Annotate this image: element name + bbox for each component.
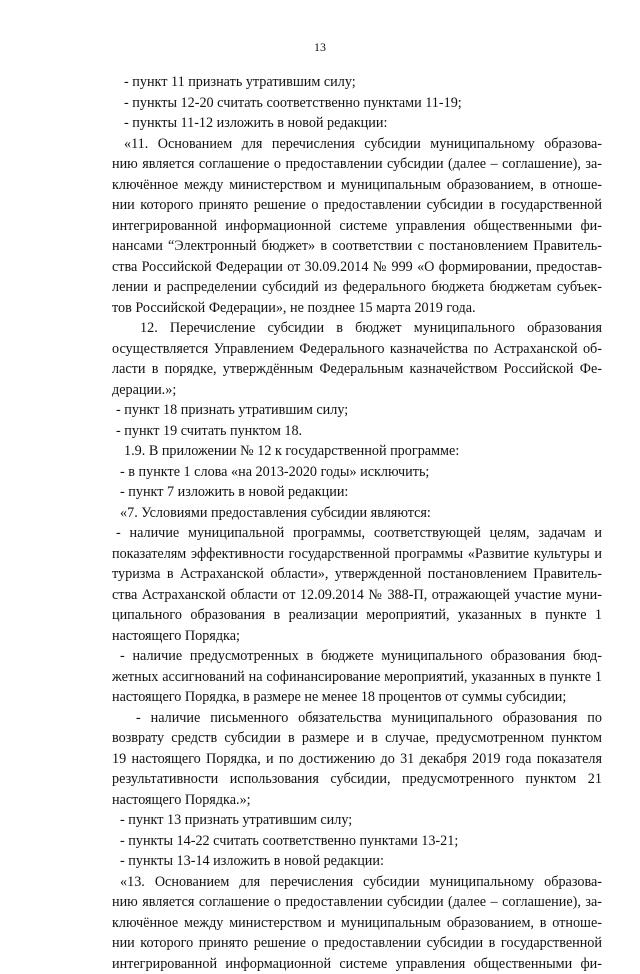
text-line: ключённое между министерством и муниципальным образованием, в отноше- [112,913,602,934]
text-line: нию является соглашение о предоставлении субсидии (далее – соглашение), за- [112,154,602,175]
text-line: лении и распределении субсидий из федерального бюджета бюджетам субъек- [112,277,602,298]
text-line: - пункты 12-20 считать соответственно пунктами 11-19; [112,93,602,114]
text-line: «11. Основанием для перечисления субсидии муниципальному образова- [112,134,602,155]
text-line: - наличие муниципальной программы, соответствующей целям, задачам и [112,523,602,544]
text-line: настоящего Порядка; [112,626,602,647]
text-line: 12. Перечисление субсидии в бюджет муниципального образования [112,318,602,339]
text-line: - пункт 19 считать пунктом 18. [112,421,602,442]
text-line: показателям эффективности государственной программы «Развитие культуры и [112,544,602,565]
text-line: 19 настоящего Порядка, и по достижению до 31 декабря 2019 года показателя [112,749,602,770]
text-line: тов Российской Федерации», не позднее 15 марта 2019 года. [112,298,602,319]
text-line: настоящего Порядка.»; [112,790,602,811]
text-line: «7. Условиями предоставления субсидии являются: [112,503,602,524]
document-body [112,72,602,974]
text-line: ципального образования в реализации мероприятий, указанных в пункте 1 [112,605,602,626]
text-line: - пункты 11-12 изложить в новой редакции: [112,113,602,134]
text-line: - пункт 11 признать утратившим силу; [112,72,602,93]
text-line: жетных ассигнований на софинансирование мероприятий, указанных в пункте 1 [112,667,602,688]
text-line: ства Астраханской области от 12.09.2014 № 388-П, отражающей участие муни- [112,585,602,606]
text-line: - пункты 14-22 считать соответственно пунктами 13-21; [112,831,602,852]
text-line: результативности использования субсидии, предусмотренного пунктом 21 [112,769,602,790]
text-line: интегрированной информационной системе управления общественными фи- [112,954,602,974]
text-line: 1.9. В приложении № 12 к государственной программе: [112,441,602,462]
text-line: - пункт 13 признать утратившим силу; [112,810,602,831]
text-line: ласти в порядке, утверждённым Федеральным казначейством Российской Фе- [112,359,602,380]
page-number: 13 [0,40,640,55]
text-line: ключённое между министерством и муниципальным образованием, в отноше- [112,175,602,196]
text-line: «13. Основанием для перечисления субсидии муниципальному образова- [112,872,602,893]
text-line: нии которого принято решение о предоставлении субсидии в государственной [112,195,602,216]
text-line: нансами “Электронный бюджет» в соответствии с постановлением Правитель- [112,236,602,257]
text-line: нию является соглашение о предоставлении субсидии (далее – соглашение), за- [112,892,602,913]
text-line: осуществляется Управлением Федерального казначейства по Астраханской об- [112,339,602,360]
text-line: возврату средств субсидии в размере и в случае, предусмотренном пунктом [112,728,602,749]
text-line: - пункт 18 признать утратившим силу; [112,400,602,421]
text-line: - наличие письменного обязательства муниципального образования по [112,708,602,729]
text-line: ства Российской Федерации от 30.09.2014 № 999 «О формировании, предостав- [112,257,602,278]
text-line: настоящего Порядка, в размере не менее 18 процентов от суммы субсидии; [112,687,602,708]
text-line: нии которого принято решение о предоставлении субсидии в государственной [112,933,602,954]
text-line: - пункты 13-14 изложить в новой редакции: [112,851,602,872]
text-line: туризма в Астраханской области», утвержденной постановлением Правитель- [112,564,602,585]
text-line: - пункт 7 изложить в новой редакции: [112,482,602,503]
text-line: дерации.»; [112,380,602,401]
text-line: - наличие предусмотренных в бюджете муниципального образования бюд- [112,646,602,667]
text-line: интегрированной информационной системе управления общественными фи- [112,216,602,237]
text-line: - в пункте 1 слова «на 2013-2020 годы» исключить; [112,462,602,483]
